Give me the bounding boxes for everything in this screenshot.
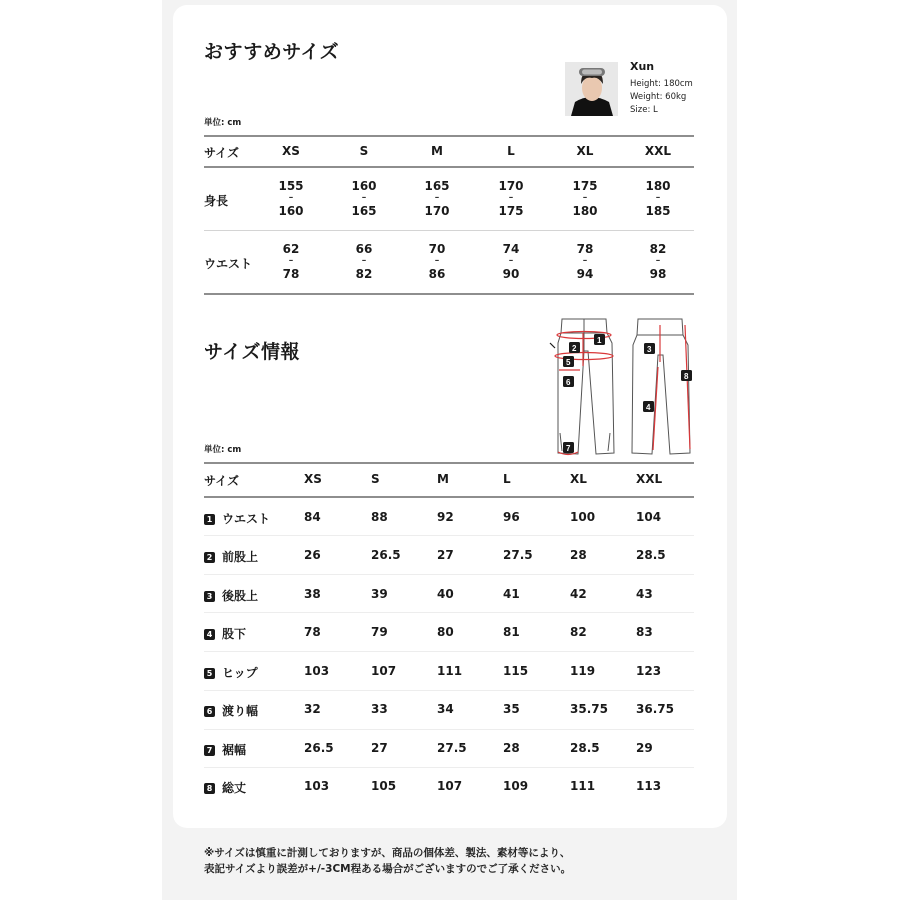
disclaimer-line-2: 表記サイズより誤差が+/-3CM程ある場合がございますのでご了承ください。 [204,863,572,875]
value-cell: 84 [304,510,321,524]
model-weight: Weight: 60kg [630,92,687,102]
svg-text:8: 8 [684,372,689,381]
table-rule [204,651,694,652]
table-rule [204,496,694,498]
value-cell: 39 [371,587,388,601]
range-cell [424,180,449,217]
value-cell: 27 [437,548,454,562]
range-from: 175 [572,179,598,193]
model-portrait-icon [565,62,618,116]
recommended-unit-label: 単位: cm [204,118,242,128]
range-from: 82 [649,242,667,256]
value-cell: 42 [570,587,587,601]
value-cell: 103 [304,664,330,678]
range-cell [650,243,667,280]
number-badge-7: 7 [204,745,215,756]
range-to: 165 [351,204,377,218]
pants-measurement-diagram [540,313,710,463]
range-from: 155 [278,179,304,193]
value-cell: 36.75 [636,702,674,716]
header-xxl: XXL [636,472,663,486]
svg-text:6: 6 [566,378,571,387]
value-cell: 41 [503,587,520,601]
header-size-label: サイズ [204,474,240,488]
recommended-size-title: おすすめサイズ [204,41,340,63]
number-badge-4: 4 [204,629,215,640]
range-dash: – [582,193,588,203]
range-dash: – [508,256,514,266]
model-name: Xun [630,60,655,73]
range-dash: – [288,193,294,203]
header-xs: XS [282,144,300,158]
model-size: Size: L [630,105,658,115]
range-to: 180 [572,204,598,218]
table-rule [204,729,694,730]
range-cell [429,243,446,280]
range-to: 185 [645,204,671,218]
size-info-title: サイズ情報 [204,341,300,363]
value-cell: 111 [570,779,596,793]
value-cell: 119 [570,664,596,678]
header-l: L [503,472,511,486]
value-cell: 26.5 [371,548,401,562]
range-cell [645,180,670,217]
value-cell: 107 [371,664,397,678]
range-from: 78 [576,242,594,256]
row-label-text: 前股上 [222,550,259,564]
value-cell: 32 [304,702,321,716]
row-label-text: 後股上 [222,589,259,603]
table-rule [204,462,694,464]
row-label-text: 渡り幅 [222,704,259,718]
value-cell: 34 [437,702,454,716]
header-m: M [431,144,443,158]
range-cell [356,243,373,280]
range-to: 175 [498,204,524,218]
value-cell: 28 [503,741,520,755]
value-cell: 35 [503,702,520,716]
row-label-hem [204,741,246,758]
header-size-label: サイズ [204,146,240,160]
value-cell: 113 [636,779,662,793]
range-dash: – [655,193,661,203]
row-label-waist [204,510,270,527]
value-cell: 29 [636,741,653,755]
svg-text:1: 1 [597,336,602,345]
number-badge-2: 2 [204,552,215,563]
range-dash: – [288,256,294,266]
range-from: 70 [428,242,446,256]
header-xl: XL [570,472,587,486]
header-xs: XS [304,472,322,486]
value-cell: 40 [437,587,454,601]
value-cell: 115 [503,664,529,678]
range-to: 94 [576,267,594,281]
row-label-text: 股下 [222,627,247,641]
range-to: 78 [282,267,300,281]
row-label-text: ウエスト [222,512,271,526]
table-rule [204,767,694,768]
size-disclaimer [204,845,704,877]
range-cell [572,180,597,217]
range-cell [278,180,303,217]
range-to: 86 [428,267,446,281]
value-cell: 82 [570,625,587,639]
svg-text:7: 7 [566,444,571,453]
row-label-height: 身長 [204,194,229,208]
table-rule [204,574,694,575]
header-xl: XL [576,144,594,158]
range-from: 74 [502,242,520,256]
value-cell: 27.5 [437,741,467,755]
value-cell: 80 [437,625,454,639]
range-to: 90 [502,267,520,281]
table-rule [204,612,694,613]
model-height: Height: 180cm [630,79,693,89]
row-label-back-rise [204,587,258,604]
range-from: 160 [351,179,377,193]
value-cell: 79 [371,625,388,639]
range-dash: – [582,256,588,266]
range-to: 98 [649,267,667,281]
range-cell [351,180,376,217]
range-cell [503,243,520,280]
value-cell: 105 [371,779,397,793]
range-to: 82 [355,267,373,281]
header-l: L [507,144,515,158]
range-dash: – [361,256,367,266]
range-to: 170 [424,204,450,218]
value-cell: 33 [371,702,388,716]
pants-diagram-icon [540,313,710,463]
svg-text:5: 5 [566,358,571,367]
row-label-text: 総丈 [222,781,247,795]
table-rule [204,690,694,691]
header-s: S [371,472,380,486]
value-cell: 43 [636,587,653,601]
range-from: 165 [424,179,450,193]
range-from: 170 [498,179,524,193]
value-cell: 28 [570,548,587,562]
row-label-text: ヒップ [222,666,258,680]
range-cell [283,243,300,280]
row-label-inseam [204,625,246,642]
size-info-unit-label: 単位: cm [204,445,242,455]
table-rule [204,230,694,231]
range-cell [577,243,594,280]
number-badge-6: 6 [204,706,215,717]
value-cell: 123 [636,664,662,678]
value-cell: 78 [304,625,321,639]
value-cell: 28.5 [570,741,600,755]
range-dash: – [434,193,440,203]
value-cell: 88 [371,510,388,524]
number-badge-8: 8 [204,783,215,794]
svg-text:3: 3 [647,345,652,354]
value-cell: 83 [636,625,653,639]
range-from: 180 [645,179,671,193]
number-badge-1: 1 [204,514,215,525]
svg-text:2: 2 [572,344,577,353]
range-from: 62 [282,242,300,256]
row-label-total-length [204,779,246,796]
value-cell: 103 [304,779,330,793]
value-cell: 81 [503,625,520,639]
value-cell: 104 [636,510,662,524]
value-cell: 28.5 [636,548,666,562]
svg-text:4: 4 [646,403,651,412]
table-rule [204,166,694,168]
number-badge-3: 3 [204,591,215,602]
value-cell: 38 [304,587,321,601]
row-label-waist: ウエスト [204,257,253,271]
range-dash: – [434,256,440,266]
range-dash: – [361,193,367,203]
range-from: 66 [355,242,373,256]
model-photo [565,62,618,116]
header-xxl: XXL [644,144,672,158]
range-to: 160 [278,204,304,218]
value-cell: 27.5 [503,548,533,562]
value-cell: 35.75 [570,702,608,716]
table-rule [204,535,694,536]
table-rule [204,135,694,137]
number-badge-5: 5 [204,668,215,679]
value-cell: 109 [503,779,529,793]
row-label-hip [204,664,258,681]
row-label-front-rise [204,548,258,565]
row-label-thigh [204,702,258,719]
header-s: S [359,144,369,158]
range-cell [498,180,523,217]
value-cell: 26.5 [304,741,334,755]
value-cell: 111 [437,664,463,678]
value-cell: 107 [437,779,463,793]
header-m: M [437,472,449,486]
value-cell: 92 [437,510,454,524]
disclaimer-line-1: ※サイズは慎重に計測しておりますが、商品の個体差、製法、素材等により、 [204,847,571,859]
row-label-text: 裾幅 [222,743,247,757]
value-cell: 100 [570,510,596,524]
value-cell: 26 [304,548,321,562]
value-cell: 27 [371,741,388,755]
range-dash: – [655,256,661,266]
table-rule [204,293,694,295]
range-dash: – [508,193,514,203]
value-cell: 96 [503,510,520,524]
